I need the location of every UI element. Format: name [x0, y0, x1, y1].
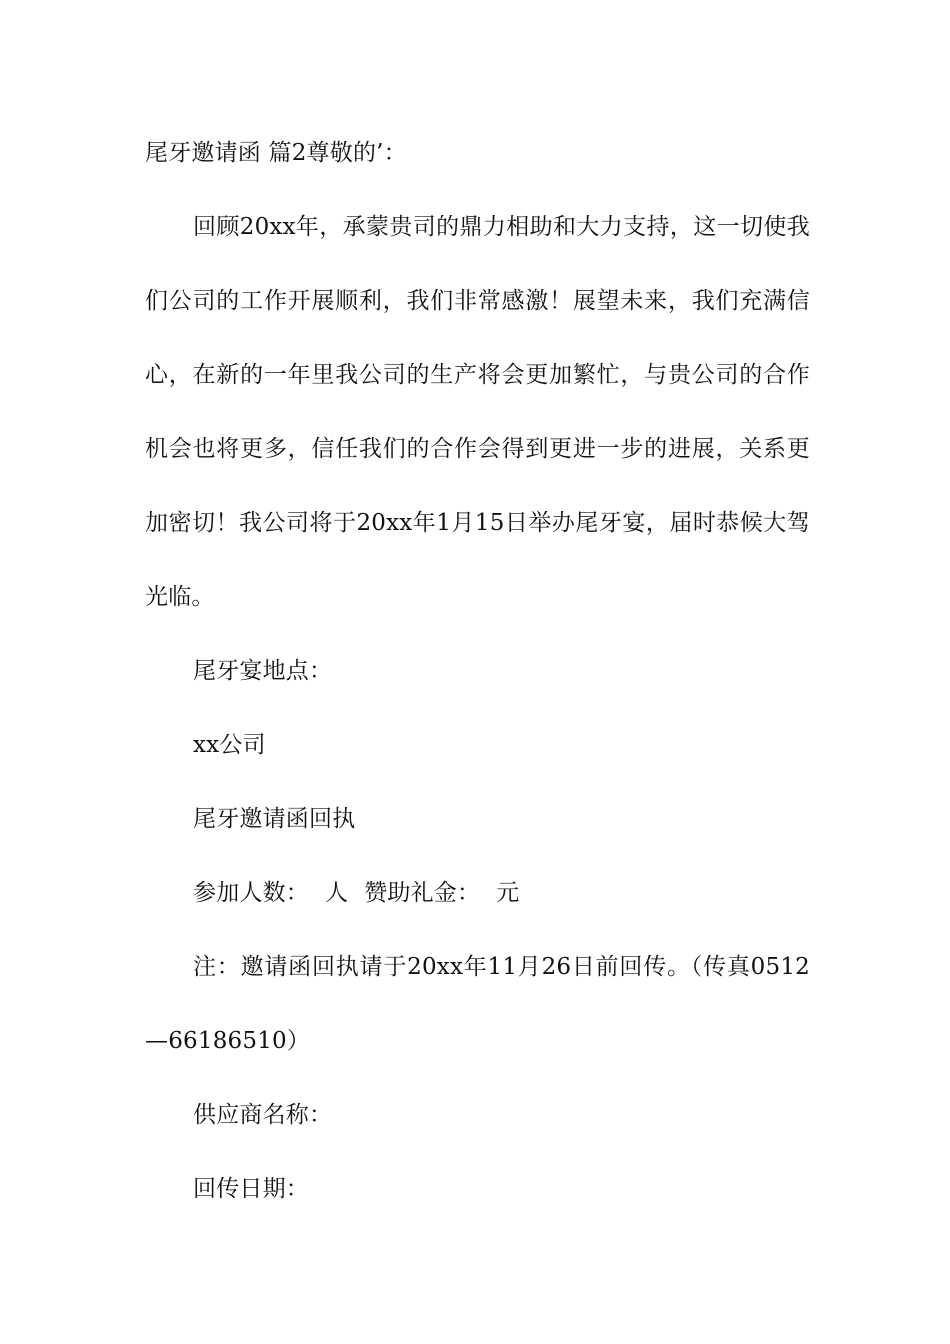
sponsor-unit: 元: [496, 880, 520, 906]
supplier-label: 供应商名称：: [193, 1102, 333, 1128]
sponsor-label: 赞助礼金：: [364, 880, 481, 906]
venue-label: 尾牙宴地点：: [193, 658, 333, 684]
reply-title: 尾牙邀请函回执: [193, 806, 356, 832]
reply-note: 注：邀请函回执请于20xx年11月26日前回传。（传真0512—66186510）: [145, 954, 810, 1054]
body-paragraph: 回顾20xx年，承蒙贵司的鼎力相助和大力支持，这一切使我们公司的工作开展顺利，我们非常感激！展望未来，我们充满信心，在新的一年里我公司的生产将会更加繁忙，与贵公司的合作机会也将更多，信任我们的合作会得到更进一步的进展，关系更加密切！我公司将于20xx年1月15日举办尾牙宴，届时恭候大驾光临。: [145, 214, 810, 610]
document-body: [145, 116, 810, 1226]
title-line: 尾牙邀请函 篇2尊敬的’：: [145, 140, 407, 166]
attendees-label: 参加人数：: [193, 880, 309, 906]
attendees-unit: 人: [325, 880, 349, 906]
reply-fields-line: [145, 856, 810, 930]
venue-value: xx公司: [193, 732, 266, 758]
reply-date-label: 回传日期：: [193, 1176, 309, 1202]
